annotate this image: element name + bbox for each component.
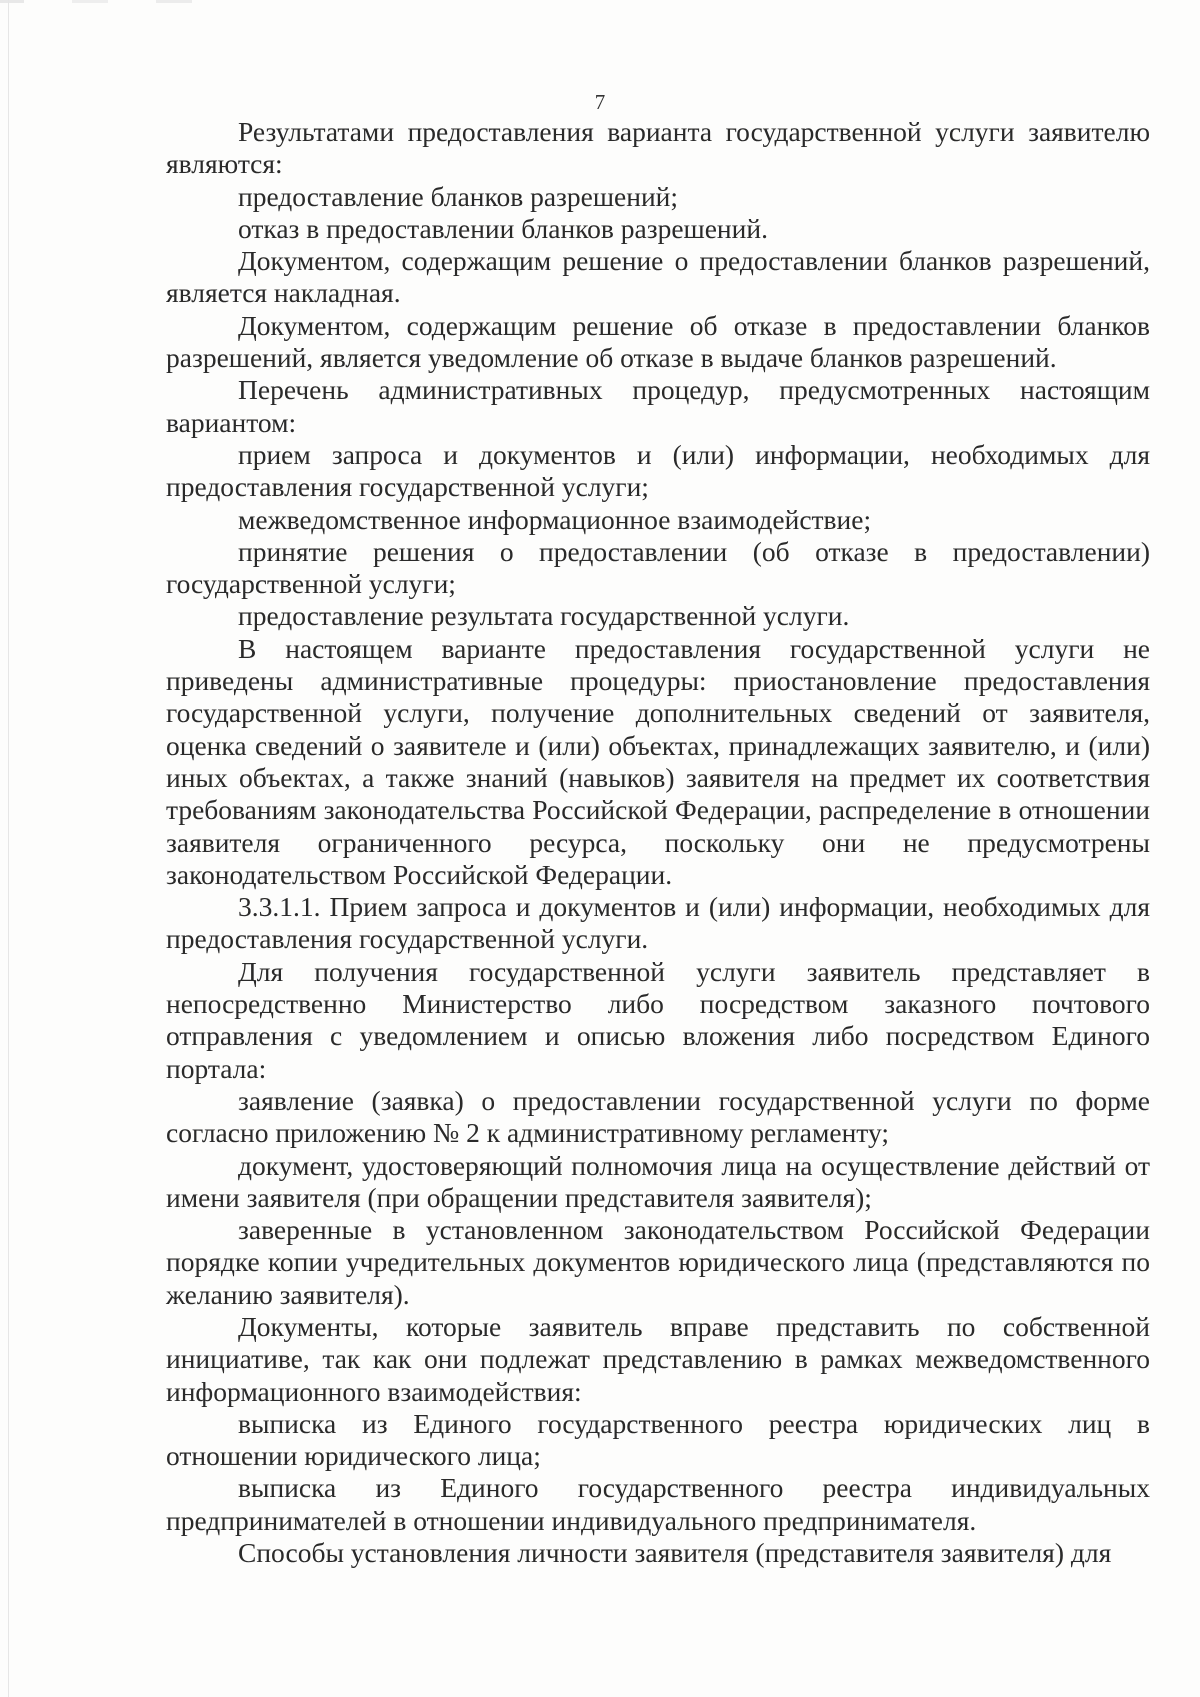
- paragraph-founding-documents: заверенные в установленном законодательством Российской Федерации порядке копии учредительных документов юридического лица (представляются по желанию заявителя).: [166, 1214, 1150, 1310]
- paragraph-authority-document: документ, удостоверяющий полномочия лица на осуществление действий от имени заявителя (при обращении представителя заявителя);: [166, 1149, 1150, 1213]
- paragraph-optional-documents-intro: Документы, которые заявитель вправе представить по собственной инициативе, так как они подлежат представлению в рамках межведомственного информационного взаимодействия:: [166, 1310, 1150, 1407]
- paragraph-submission-methods: Для получения государственной услуги заявитель представляет в непосредственно Министерство либо посредством заказного почтового отправления с уведомлением и описью вложения либо посредством Единого портала:: [166, 955, 1150, 1084]
- scan-left-edge: [8, 0, 9, 1697]
- paragraph-procedures-list-intro: Перечень административных процедур, предусмотренных настоящим вариантом:: [166, 374, 1150, 438]
- paragraph-section-3-3-1-1: 3.3.1.1. Прием запроса и документов и (или) информации, необходимых для предоставления государственной услуги.: [166, 891, 1150, 955]
- paragraph-decision-document: Документом, содержащим решение о предоставлении бланков разрешений, является накладная.: [166, 245, 1150, 309]
- paragraph-egrip-extract: выписка из Единого государственного реестра индивидуальных предпринимателей в отношении индивидуального предпринимателя.: [166, 1472, 1150, 1536]
- paragraph-result-refusal: отказ в предоставлении бланков разрешений.: [238, 212, 768, 244]
- paragraph-refusal-document: Документом, содержащим решение об отказе в предоставлении бланков разрешений, является уведомление об отказе в выдаче бланков разрешений.: [166, 309, 1150, 374]
- paragraph-result-provide-forms: предоставление бланков разрешений;: [238, 180, 679, 212]
- scan-top-marks: [0, 0, 1200, 3]
- paragraph-results-intro: Результатами предоставления варианта государственной услуги заявителю являются:: [166, 116, 1150, 180]
- paragraph-identity-methods: Способы установления личности заявителя (представителя заявителя) для: [238, 1537, 1112, 1569]
- paragraph-procedure-interagency: межведомственное информационное взаимодействие;: [238, 503, 872, 535]
- paragraph-application-form: заявление (заявка) о предоставлении государственной услуги по форме согласно приложению № 2 к административному регламенту;: [166, 1084, 1150, 1149]
- paragraph-procedure-reception: прием запроса и документов и (или) информации, необходимых для предоставления государственной услуги;: [166, 438, 1150, 503]
- document-body: [166, 116, 1150, 1569]
- paragraph-excluded-procedures: В настоящем варианте предоставления государственной услуги не приведены административные процедуры: приостановление предоставления государственной услуги, получение дополнительных сведений от заявителя, оценка сведений о заявителе и (или) объектах, принадлежащих заявителю, и (или) иных объектах, а также знаний (навыков) заявителя на предмет их соответствия требованиям законодательства Российской Федерации, распределение в отношении заявителя ограниченного ресурса, поскольку они не предусмотрены законодательством Российской Федерации.: [166, 632, 1150, 890]
- paragraph-procedure-decision: принятие решения о предоставлении (об отказе в предоставлении) государственной услуги;: [166, 535, 1150, 600]
- paragraph-procedure-result: предоставление результата государственной услуги.: [238, 600, 850, 632]
- paragraph-egrul-extract: выписка из Единого государственного реестра юридических лиц в отношении юридического лица;: [166, 1407, 1150, 1472]
- page-number: 7: [594, 90, 606, 114]
